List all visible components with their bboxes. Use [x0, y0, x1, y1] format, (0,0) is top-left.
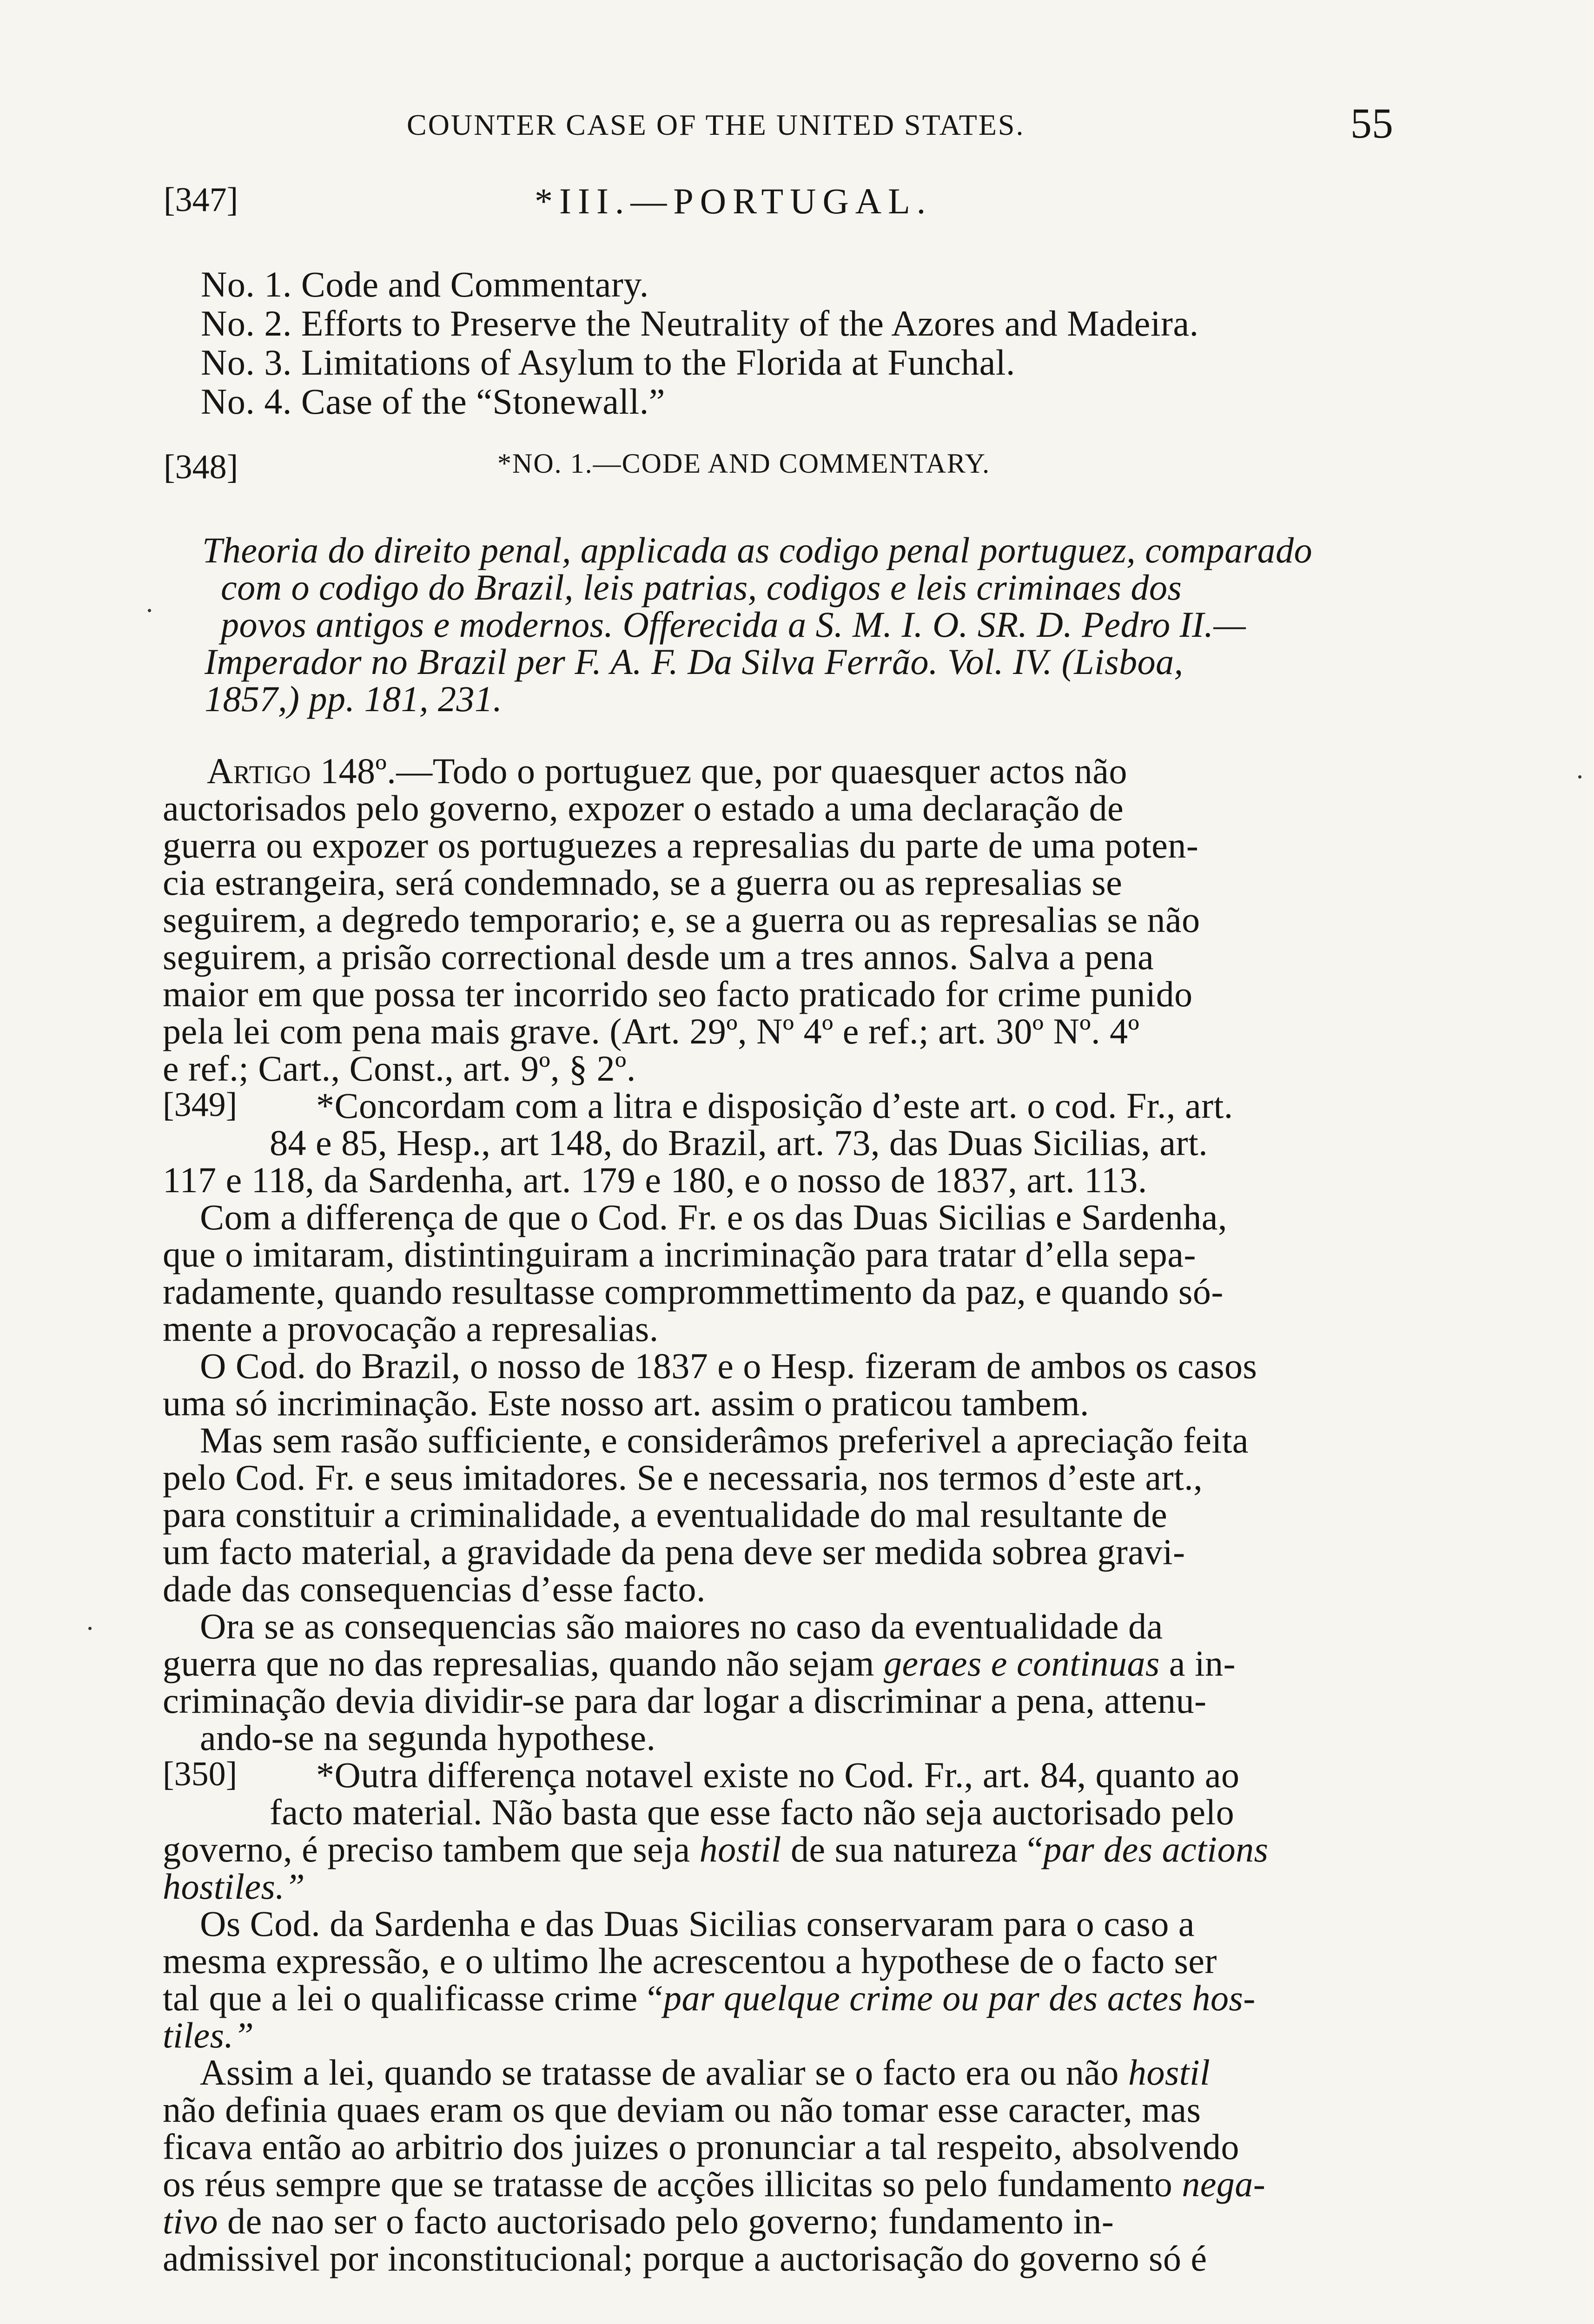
citation-line: com o codigo do Brazil, leis patrias, codigos e leis criminaes dos — [221, 567, 1182, 607]
body-line: um facto material, a gravidade da pena deve ser medida sobrea gravi- — [163, 1532, 1185, 1572]
body-line: os réus sempre que se tratasse de acções illicitas so pelo fundamento nega- — [163, 2164, 1266, 2204]
article-line: seguirem, a degredo temporario; e, se a guerra ou as represalias se não — [163, 899, 1200, 940]
body-line: Com a differença de que o Cod. Fr. e os das Duas Sicilias e Sardenha, — [200, 1197, 1228, 1237]
body-line: ficava então ao arbitrio dos juizes o pronunciar a tal respeito, absolvendo — [163, 2126, 1240, 2167]
citation-line: povos antigos e modernos. Offerecida a S. M. I. O. SR. D. Pedro II.— — [221, 604, 1246, 645]
page-marker-348: [348] — [164, 448, 238, 486]
article-line: cia estrangeira, será condemnado, se a guerra ou as represalias se — [163, 862, 1123, 903]
article-line: guerra ou expozer os portuguezes a represalias du parte de uma poten- — [163, 825, 1199, 865]
body-line: Assim a lei, quando se tratasse de avaliar se o facto era ou não hostil — [200, 2052, 1210, 2093]
body-line: dade das consequencias d’esse facto. — [163, 1569, 706, 1609]
body-line: criminação devia dividir-se para dar logar a discriminar a pena, attenu- — [163, 1680, 1207, 1721]
body-line — [163, 2015, 254, 2056]
contents-item: No. 4. Case of the “Stonewall.” — [201, 381, 665, 422]
citation-line: Theoria do direito penal, applicada as codigo penal portuguez, comparado — [202, 530, 1313, 570]
contents-item: No. 1. Code and Commentary. — [201, 264, 649, 304]
body-line: governo, é preciso tambem que seja hostil de sua natureza “par des actions — [163, 1829, 1269, 1869]
emphasis: geraes e continuas — [883, 1643, 1160, 1684]
emphasis: nega- — [1182, 2164, 1266, 2204]
body-line: Os Cod. da Sardenha e das Duas Sicilias conservaram para o caso a — [200, 1903, 1195, 1944]
body-line: facto material. Não basta que esse facto não seja auctorisado pelo — [270, 1792, 1235, 1832]
article-line: auctorisados pelo governo, expozer o estado a uma declaração de — [163, 788, 1124, 828]
body-line: pelo Cod. Fr. e seus imitadores. Se e necessaria, nos termos d’este art., — [163, 1457, 1203, 1498]
body-line: mente a provocação a represalias. — [163, 1308, 659, 1349]
subsection-title: *NO. 1.—CODE AND COMMENTARY. — [497, 448, 991, 479]
page-marker-347: [347] — [164, 181, 238, 219]
emphasis: hostil — [1128, 2052, 1210, 2093]
body-line: tivo de nao ser o facto auctorisado pelo governo; fundamento in- — [163, 2201, 1114, 2241]
body-line — [163, 1866, 305, 1907]
citation-line: Imperador no Brazil per F. A. F. Da Silva Ferrão. Vol. IV. (Lisboa, — [205, 641, 1184, 682]
body-line: que o imitaram, distintinguiram a incriminação para tratar d’ella sepa- — [163, 1234, 1196, 1274]
body-line: 117 e 118, da Sardenha, art. 179 e 180, e o nosso de 1837, art. 113. — [163, 1160, 1147, 1200]
article-line: seguirem, a prisão correctional desde um a tres annos. Salva a pena — [163, 937, 1154, 977]
page-number: 55 — [1350, 99, 1393, 147]
article-first-line: Artigo 148º.—Todo o portuguez que, por quaesquer actos não — [207, 751, 1128, 791]
article-line: pela lei com pena mais grave. (Art. 29º, Nº 4º e ref.; art. 30º Nº. 4º — [163, 1011, 1140, 1051]
body-line: não definia quaes eram os que deviam ou não tomar esse caracter, mas — [163, 2089, 1201, 2130]
emphasis: par quelque crime ou par des actes hos- — [663, 1978, 1256, 2018]
body-line: 84 e 85, Hesp., art 148, do Brazil, art. 73, das Duas Sicilias, art. — [270, 1122, 1208, 1163]
body-line: Mas sem rasão sufficiente, e considerâmos preferivel a apreciação feita — [200, 1420, 1249, 1460]
paper-speck — [88, 1627, 92, 1630]
body-line: O Cod. do Brazil, o nosso de 1837 e o Hesp. fizeram de ambos os casos — [200, 1346, 1257, 1386]
body-line: ando-se na segunda hypothese. — [200, 1717, 656, 1758]
article-line: maior em que possa ter incorrido seo facto praticado for crime punido — [163, 974, 1193, 1014]
paper-speck — [1578, 775, 1581, 779]
page-marker-349: [349] — [163, 1086, 238, 1124]
article-line: e ref.; Cart., Const., art. 9º, § 2º. — [163, 1048, 636, 1089]
body-line: tal que a lei o qualificasse crime “par quelque crime ou par des actes hos- — [163, 1978, 1256, 2018]
body-line: Ora se as consequencias são maiores no caso da eventualidade da — [200, 1606, 1163, 1646]
body-line: guerra que no das represalias, quando não sejam geraes e continuas a in- — [163, 1643, 1236, 1684]
body-line: admissivel por inconstitucional; porque a auctorisação do governo só é — [163, 2238, 1207, 2278]
paper-speck — [148, 609, 151, 612]
body-line: mesma expressão, e o ultimo lhe acrescentou a hypothese de o facto ser — [163, 1941, 1217, 1981]
emphasis: hostiles.” — [163, 1866, 305, 1907]
body-line: para constituir a criminalidade, a eventualidade do mal resultante de — [163, 1494, 1168, 1535]
body-line: *Outra differença notavel existe no Cod. Fr., art. 84, quanto ao — [316, 1755, 1240, 1795]
emphasis: hostil — [699, 1829, 781, 1869]
contents-item: No. 2. Efforts to Preserve the Neutrality of the Azores and Madeira. — [201, 303, 1199, 343]
section-title: *III.—PORTUGAL. — [535, 181, 933, 221]
article-label: Artigo 148º. — [207, 751, 397, 791]
emphasis: par des actions — [1043, 1829, 1269, 1869]
emphasis: tivo — [163, 2201, 218, 2241]
body-line: radamente, quando resultasse comprommettimento da paz, e quando só- — [163, 1271, 1224, 1312]
contents-item: No. 3. Limitations of Asylum to the Florida at Funchal. — [201, 342, 1016, 383]
running-header: COUNTER CASE OF THE UNITED STATES. — [407, 108, 1025, 141]
body-line: uma só incriminação. Este nosso art. assim o praticou tambem. — [163, 1383, 1090, 1423]
emphasis: tiles.” — [163, 2015, 254, 2055]
page-marker-350: [350] — [163, 1755, 238, 1793]
body-line: *Concordam com a litra e disposição d’este art. o cod. Fr., art. — [316, 1085, 1233, 1126]
citation-line: 1857,) pp. 181, 231. — [205, 679, 503, 719]
